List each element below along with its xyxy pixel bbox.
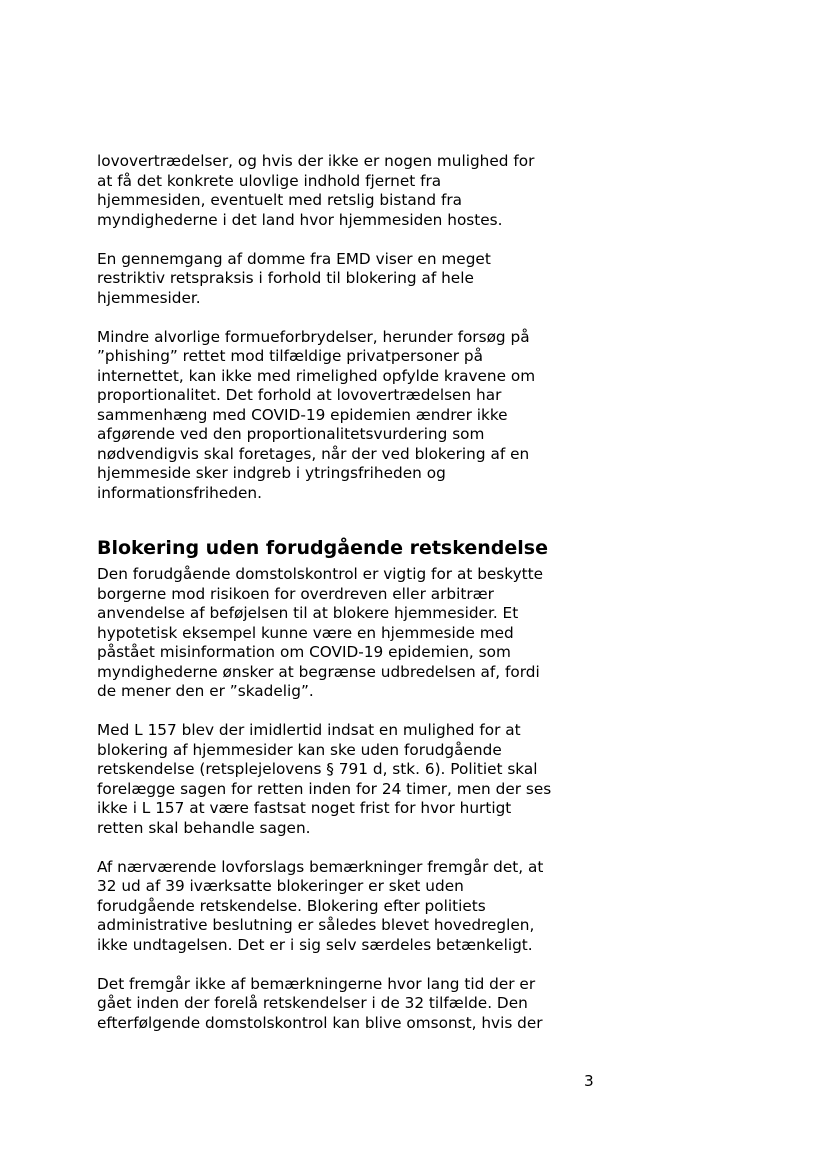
paragraph: En gennemgang af domme fra EMD viser en meget restriktiv retspraksis i forhold til blokering af hele hjemmesider. xyxy=(97,249,491,307)
page-number: 3 xyxy=(584,1072,594,1090)
section-heading: Blokering uden forudgående retskendelse xyxy=(97,537,548,559)
paragraph: Det fremgår ikke af bemærkningerne hvor lang tid der er gået inden der forelå retskendelser i de 32 tilfælde. Den efterfølgende domstolskontrol kan blive omsonst, hvis der xyxy=(97,974,543,1032)
paragraph: Af nærværende lovforslags bemærkninger fremgår det, at 32 ud af 39 iværksatte blokeringer er sket uden forudgående retskendelse. Blokering efter politiets administrative beslutning er således blevet hovedreglen, ikke undtagelsen. Det er i sig selv særdeles betænkeligt. xyxy=(97,857,544,954)
paragraph: lovovertrædelser, og hvis der ikke er nogen mulighed for at få det konkrete ulovlige indhold fjernet fra hjemmesiden, eventuelt med retslig bistand fra myndighederne i det land hvor hjemmesiden hostes. xyxy=(97,152,535,229)
document-body xyxy=(97,152,607,1033)
paragraph: Den forudgående domstolskontrol er vigtig for at beskytte borgerne mod risikoen for overdreven eller arbitrær anvendelse af beføjelsen til at blokere hjemmesider. Et hypotetisk eksempel kunne være en hjemmeside med påstået misinformation om COVID-19 epidemien, som myndighederne ønsker at begrænse udbredelsen af, fordi de mener den er ”skadelig”. xyxy=(97,565,544,700)
paragraph: Mindre alvorlige formueforbrydelser, herunder forsøg på ”phishing” rettet mod tilfældige privatpersoner på internettet, kan ikke med rimelighed opfylde kravene om proportionalitet. Det forhold at lovovertrædelsen har sammenhæng med COVID-19 epidemien ændrer ikke afgørende ved den proportionalitetsvurdering som nødvendigvis skal foretages, når der ved blokering af en hjemmeside sker indgreb i ytringsfriheden og informationsfriheden. xyxy=(97,327,536,502)
paragraph: Med L 157 blev der imidlertid indsat en mulighed for at blokering af hjemmesider kan ske uden forudgående retskendelse (retsplejelovens § 791 d, stk. 6). Politiet skal forelægge sagen for retten inden for 24 timer, men der ses ikke i L 157 at være fastsat noget frist for hvor hurtigt retten skal behandle sagen. xyxy=(97,721,552,837)
